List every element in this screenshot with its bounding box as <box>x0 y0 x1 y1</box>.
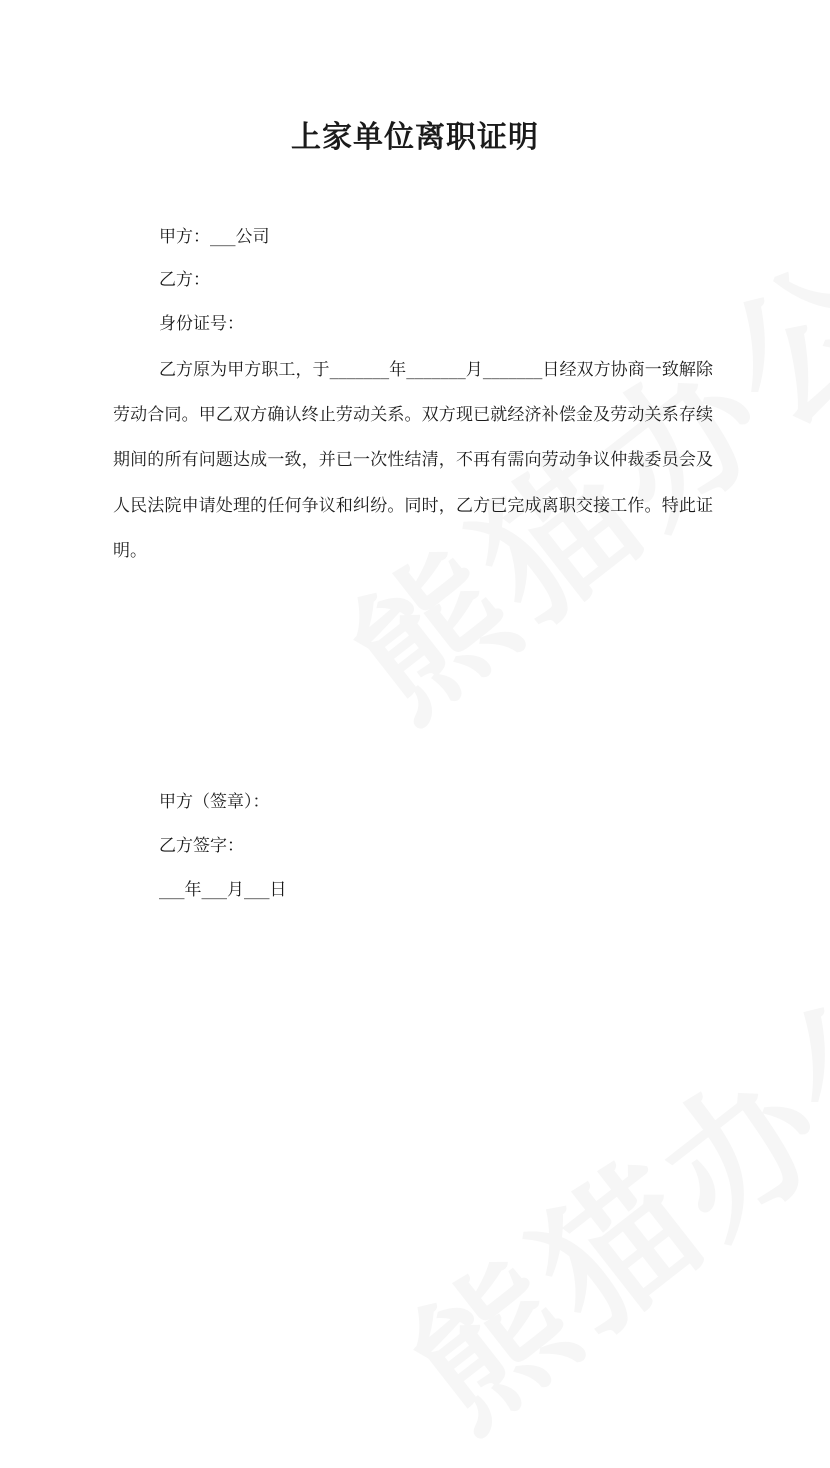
watermark <box>360 908 830 1467</box>
certificate-body: 乙方原为甲方职工，于_______年_______月_______日经双方协商一致解除劳动合同。甲乙双方确认终止劳动关系。双方现已就经济补偿金及劳动关系存续期间的所有问题达成一致，并已一次性结清，不再有需向劳动争议仲裁委员会及人民法院申请处理的任何争议和纠纷。同时，乙方已完成离职交接工作。特此证明。 <box>113 360 713 561</box>
party-b-field: 乙方： <box>159 270 210 290</box>
document-title: 上家单位离职证明 <box>291 120 539 155</box>
party-b-signature-field: 乙方签字： <box>159 836 244 856</box>
party-a-field: 甲方：___公司 <box>159 227 270 247</box>
party-a-signature-field: 甲方（签章）： <box>159 792 270 812</box>
id-number-field: 身份证号： <box>159 314 244 334</box>
date-field: ___年___月___日 <box>159 880 287 900</box>
